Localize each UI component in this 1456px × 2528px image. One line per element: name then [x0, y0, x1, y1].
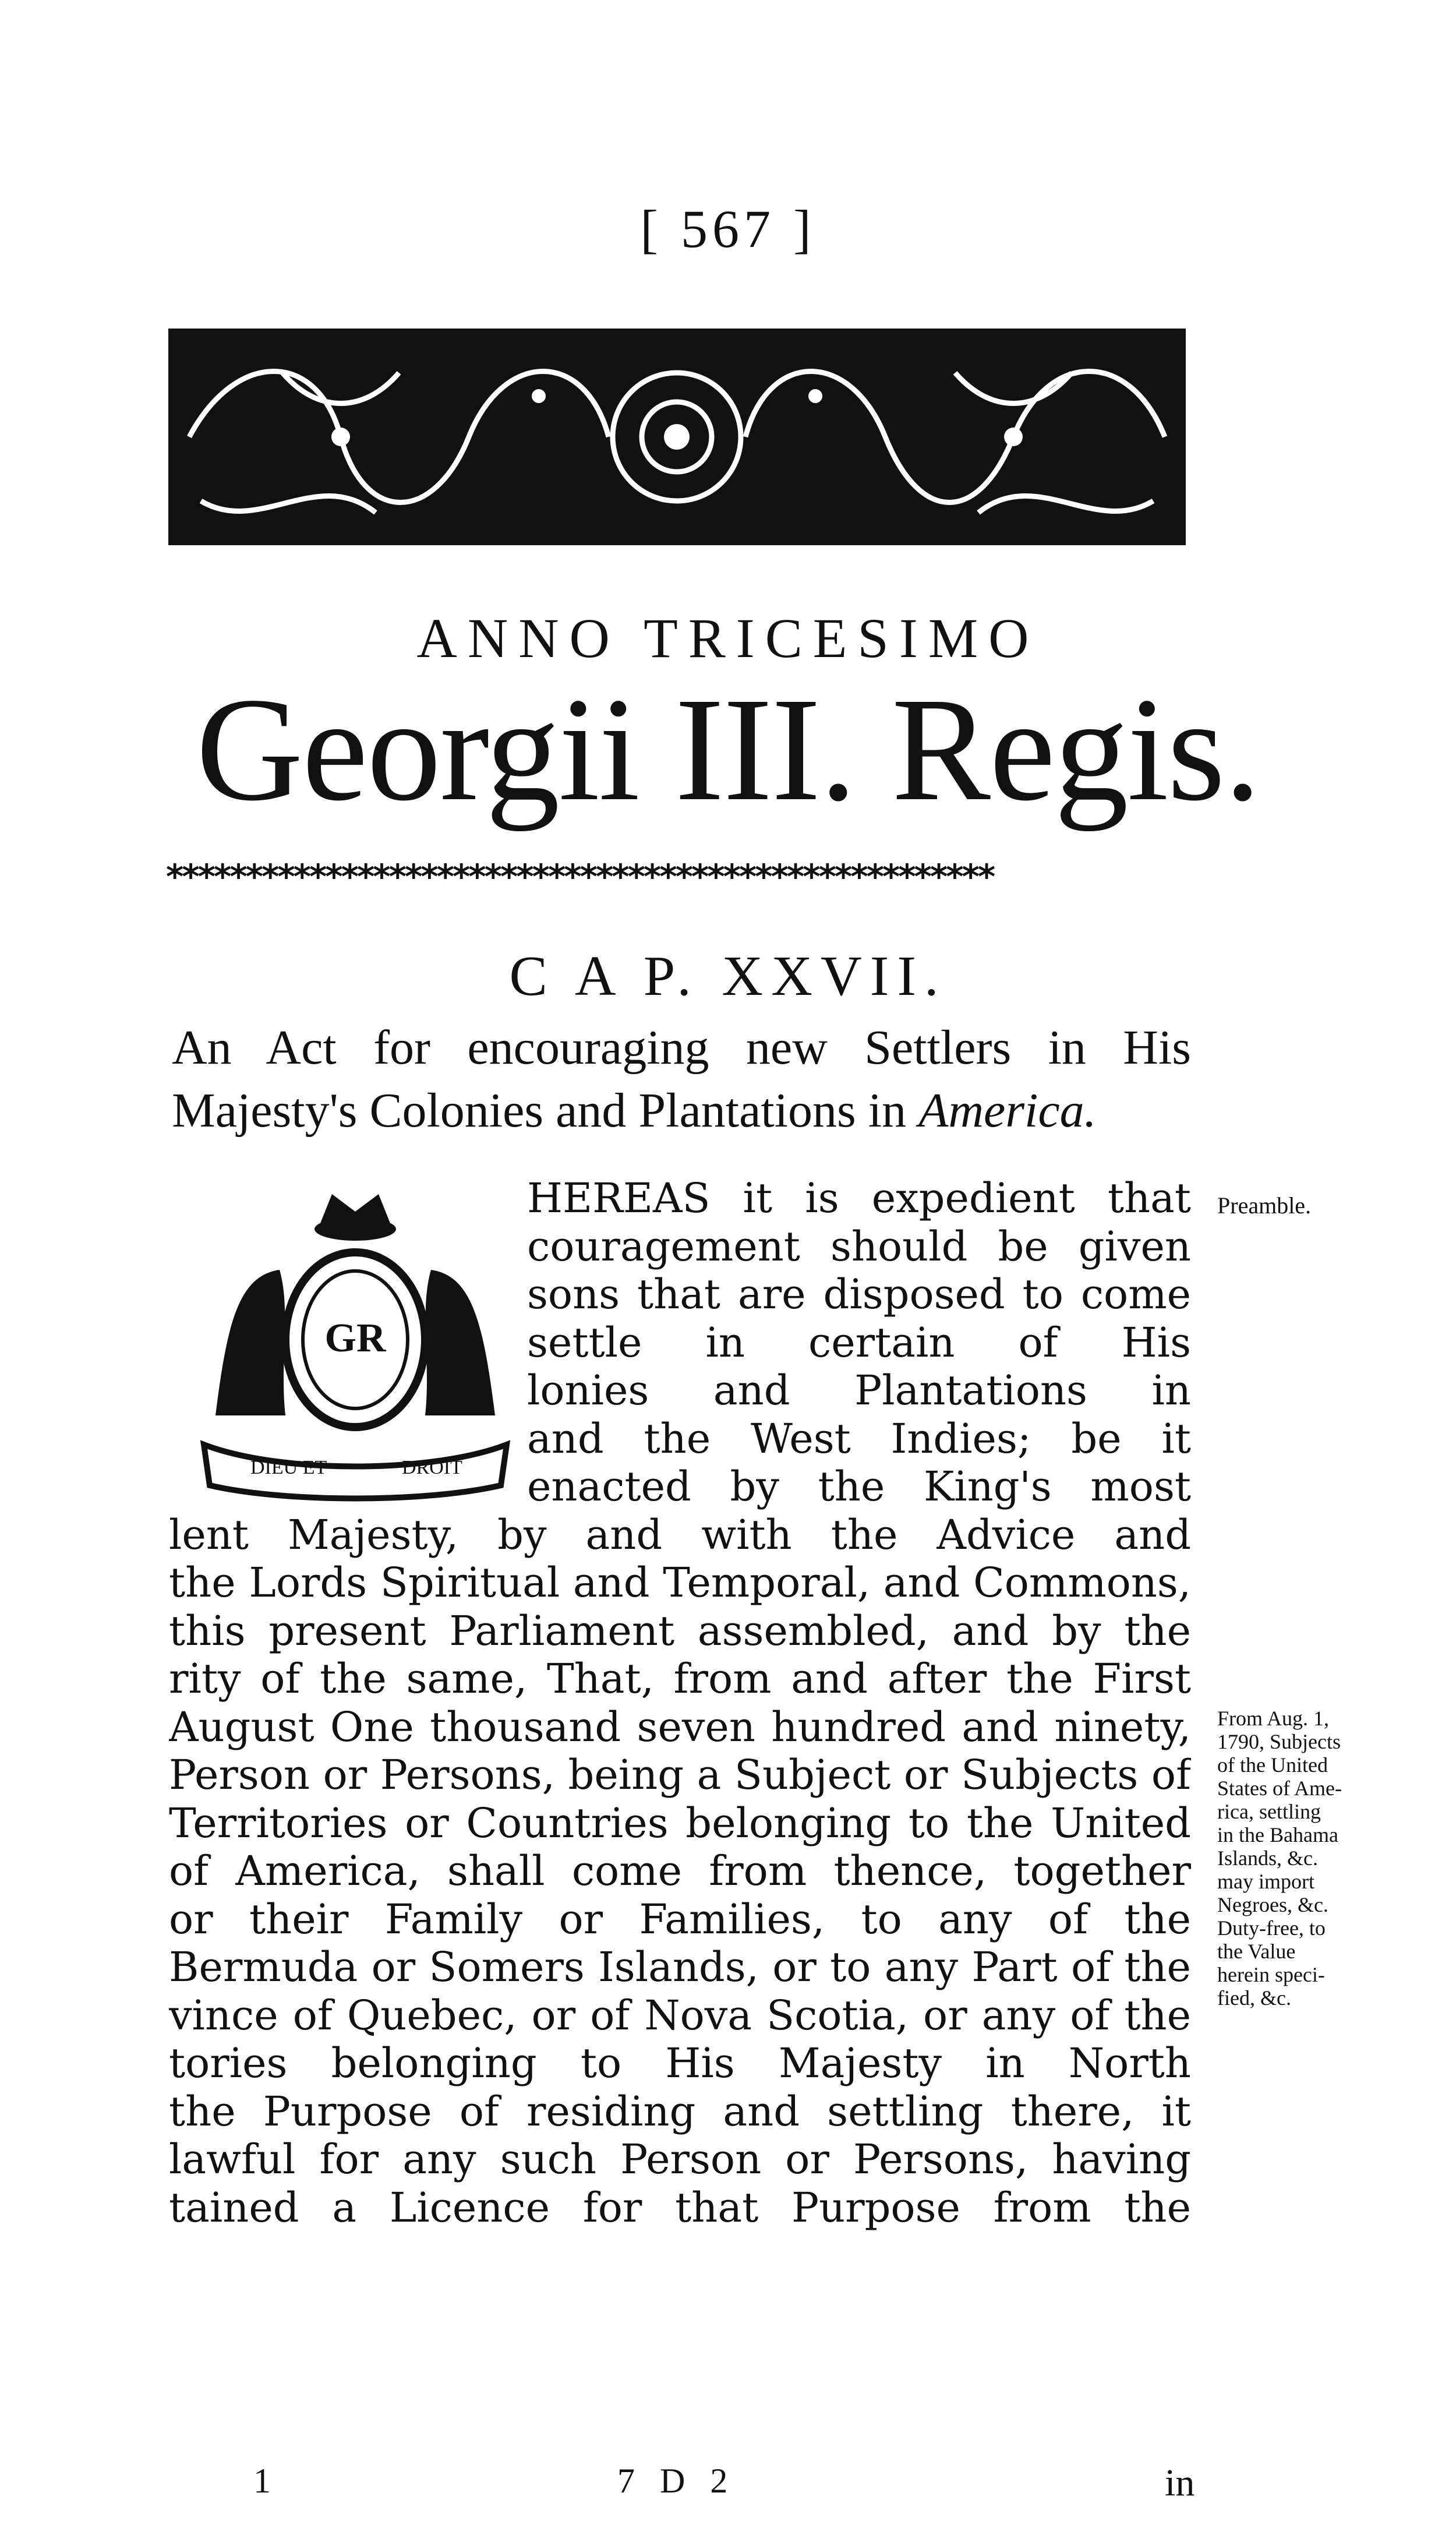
chapter-heading: C A P. XXVII.	[509, 945, 947, 1008]
body-line: rity of the same, That, from and after the First	[169, 1655, 1191, 1703]
margin-note-line: in the Bahama	[1217, 1823, 1338, 1846]
margin-note-line: rica, settling	[1217, 1800, 1321, 1823]
margin-note-line: the Value	[1217, 1940, 1296, 1963]
margin-note-line: Duty-free, to	[1217, 1916, 1326, 1940]
margin-note-preamble: Preamble.	[1217, 1192, 1312, 1219]
royal-arms-icon	[192, 1171, 518, 1509]
header-regis: Georgii III. Regis.	[196, 668, 1260, 832]
body-line: August One thousand seven hundred and ninety,	[169, 1703, 1191, 1751]
body-line: tained a Licence for that Purpose from the	[169, 2183, 1191, 2232]
body-line: Territories or Countries belonging to the United	[169, 1799, 1191, 1847]
act-title-italic: America.	[918, 1083, 1097, 1138]
body-line: settle in certain of His	[527, 1318, 1191, 1367]
star-rule: ****************************************************	[166, 859, 994, 894]
ornament-band-icon	[166, 326, 1188, 548]
act-title	[172, 1016, 1191, 1142]
margin-note-line: 1790, Subjects	[1217, 1730, 1341, 1753]
body-line: sons that are disposed to come	[527, 1270, 1191, 1318]
body-line: or their Family or Families, to any of the	[169, 1895, 1191, 1943]
body-line: this present Parliament assembled, and by the	[169, 1607, 1191, 1655]
margin-note-line: fied, &c.	[1217, 1986, 1291, 2010]
body-line: lonies and Plantations in	[527, 1367, 1191, 1414]
signature-mark: 7 D 2	[617, 2462, 736, 2500]
body-line: HEREAS it is expedient that	[527, 1174, 1191, 1222]
margin-note-line: Islands, &c.	[1217, 1846, 1318, 1870]
page-number: [ 567 ]	[640, 199, 816, 259]
body-line: couragement should be given	[527, 1222, 1191, 1270]
act-title-main: An Act for encouraging new Settlers in His Majesty's Colonies and Plantations in	[172, 1021, 1191, 1138]
body-line: of America, shall come from thence, together	[169, 1847, 1191, 1895]
arms-initials: GR	[324, 1316, 386, 1361]
margin-note-line: States of Ame-	[1217, 1777, 1342, 1800]
body-line: the Purpose of residing and settling there, it	[169, 2087, 1191, 2135]
body-line: and the West Indies; be it	[527, 1414, 1191, 1463]
signature-number: 1	[253, 2462, 271, 2500]
catchword: in	[1165, 2462, 1195, 2504]
body-line: lent Majesty, by and with the Advice and	[169, 1510, 1191, 1559]
margin-note-line: may import	[1217, 1870, 1314, 1893]
body-line: Bermuda or Somers Islands, or to any Part of the	[169, 1943, 1191, 1991]
margin-note-line: From Aug. 1,	[1217, 1707, 1330, 1730]
margin-note-line: herein speci-	[1217, 1963, 1325, 1986]
body-line: the Lords Spiritual and Temporal, and Commons,	[169, 1559, 1191, 1607]
body-line: tories belonging to His Majesty in North	[169, 2039, 1191, 2087]
body-line: vince of Quebec, or of Nova Scotia, or any of the	[169, 1991, 1191, 2039]
body-line: enacted by the King's most	[527, 1463, 1191, 1510]
margin-note-line: of the United	[1217, 1753, 1328, 1777]
arms-motto-right: DROIT	[402, 1457, 462, 1478]
header-title: ANNO TRICESIMO	[416, 607, 1040, 669]
arms-motto-left: DIEU ET	[250, 1457, 327, 1478]
body-line: lawful for any such Person or Persons, having	[169, 2135, 1191, 2183]
body-line: Person or Persons, being a Subject or Subjects of	[169, 1751, 1191, 1799]
margin-note-line: Negroes, &c.	[1217, 1893, 1328, 1916]
